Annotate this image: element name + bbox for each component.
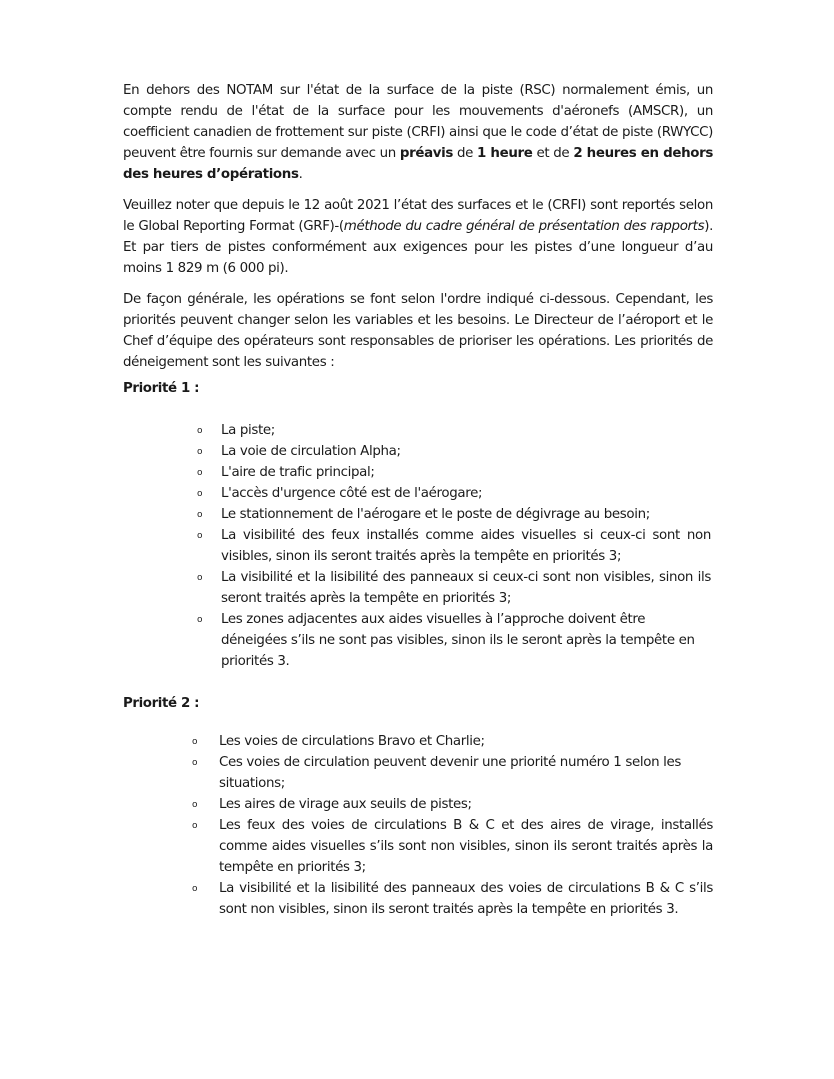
paragraph-text: Veuillez noter que depuis le 12 août 2021 l’état des surfaces et le (CRFI) sont reportés selon le Global Reporting Format (GRF)-( (123, 198, 713, 234)
list-item (192, 731, 713, 752)
list-item (197, 609, 711, 672)
paragraph-operations-order: De façon générale, les opérations se font selon l'ordre indiqué ci-dessous. Cependant, les priorités peuvent changer selon les variables et les besoins. Le Directeur de l’aéroport et le Chef d’équipe des opérateurs sont responsables de prioriser les opérations. Les priorités de déneigement sont les suivantes : (123, 292, 713, 370)
priority-2-list (192, 731, 713, 920)
italic-text-grf-definition: méthode du cadre général de présentation des rapports (343, 219, 705, 234)
bullet-icon: o (197, 615, 203, 625)
list-item (197, 441, 711, 462)
bullet-icon: o (192, 758, 198, 768)
paragraph-text: et de (532, 146, 574, 161)
paragraph-text: . (298, 167, 303, 182)
list-item (192, 878, 713, 920)
paragraph-text: En dehors des NOTAM sur l'état de la surface de la piste (RSC) normalement émis, un compte rendu de l'état de la surface pour les mouvements d'aéronefs (AMSCR), un coefficient canadien de frottement sur piste (CRFI) ainsi que le code d’état de piste (RWYCC) peuvent être fournis sur demande avec un (123, 83, 713, 161)
list-item (192, 752, 713, 794)
list-item (197, 420, 711, 441)
paragraph-notam-reports (123, 80, 713, 185)
list-item-text: Ces voies de circulation peuvent devenir une priorité numéro 1 selon les situations; (219, 755, 682, 791)
bullet-icon: o (197, 447, 203, 457)
bullet-icon: o (197, 573, 203, 583)
list-item-text: La piste; (221, 423, 275, 438)
bold-text-two-hours: 2 heures en dehors des heures d’opérations (123, 146, 713, 182)
list-item (197, 567, 711, 609)
list-item-text: Le stationnement de l'aérogare et le poste de dégivrage au besoin; (221, 507, 650, 522)
list-item (197, 483, 711, 504)
list-item-text: La visibilité et la lisibilité des panneaux des voies de circulations B & C s’ils sont non visibles, sinon ils seront traités après la tempête en priorités 3. (219, 881, 713, 917)
list-item-text: La visibilité des feux installés comme aides visuelles si ceux-ci sont non visibles, sinon ils seront traités après la tempête en priorités 3; (221, 528, 711, 564)
paragraph-text: ). Et par tiers de pistes conformément aux exigences pour les pistes d’une longueur d’au moins 1 829 m (6 000 pi). (123, 219, 713, 276)
bullet-icon: o (197, 468, 203, 478)
list-item-text: La voie de circulation Alpha; (221, 444, 401, 459)
bullet-icon: o (192, 800, 198, 810)
bullet-icon: o (192, 821, 198, 831)
list-item-text: Les zones adjacentes aux aides visuelles à l’approche doivent être déneigées s’ils ne sont pas visibles, sinon ils le seront après la tempête en priorités 3. (221, 612, 695, 669)
paragraph-grf-note (123, 195, 713, 279)
list-item-text: Les aires de virage aux seuils de pistes; (219, 797, 472, 812)
bold-text-one-hour: 1 heure (477, 146, 533, 161)
bullet-icon: o (192, 884, 198, 894)
bold-text-preavis: préavis (399, 146, 454, 161)
priority-2-heading: Priorité 2 : (123, 696, 200, 711)
list-item (192, 815, 713, 878)
bullet-icon: o (192, 737, 198, 747)
list-item (192, 794, 713, 815)
priority-1-heading: Priorité 1 : (123, 381, 200, 396)
list-item-text: Les voies de circulations Bravo et Charlie; (219, 734, 485, 749)
bullet-icon: o (197, 489, 203, 499)
priority-1-list (197, 420, 711, 672)
list-item-text: L'aire de trafic principal; (221, 465, 375, 480)
list-item-text: Les feux des voies de circulations B & C et des aires de virage, installés comme aides visuelles s’ils sont non visibles, sinon ils seront traités après la tempête en priorités 3; (219, 818, 713, 875)
bullet-icon: o (197, 510, 203, 520)
list-item (197, 525, 711, 567)
list-item (197, 504, 711, 525)
list-item (197, 462, 711, 483)
paragraph-text: de (453, 146, 478, 161)
list-item-text: L'accès d'urgence côté est de l'aérogare; (221, 486, 483, 501)
list-item-text: La visibilité et la lisibilité des panneaux si ceux-ci sont non visibles, sinon ils seront traités après la tempête en priorités 3; (221, 570, 711, 606)
bullet-icon: o (197, 531, 203, 541)
bullet-icon: o (197, 426, 203, 436)
